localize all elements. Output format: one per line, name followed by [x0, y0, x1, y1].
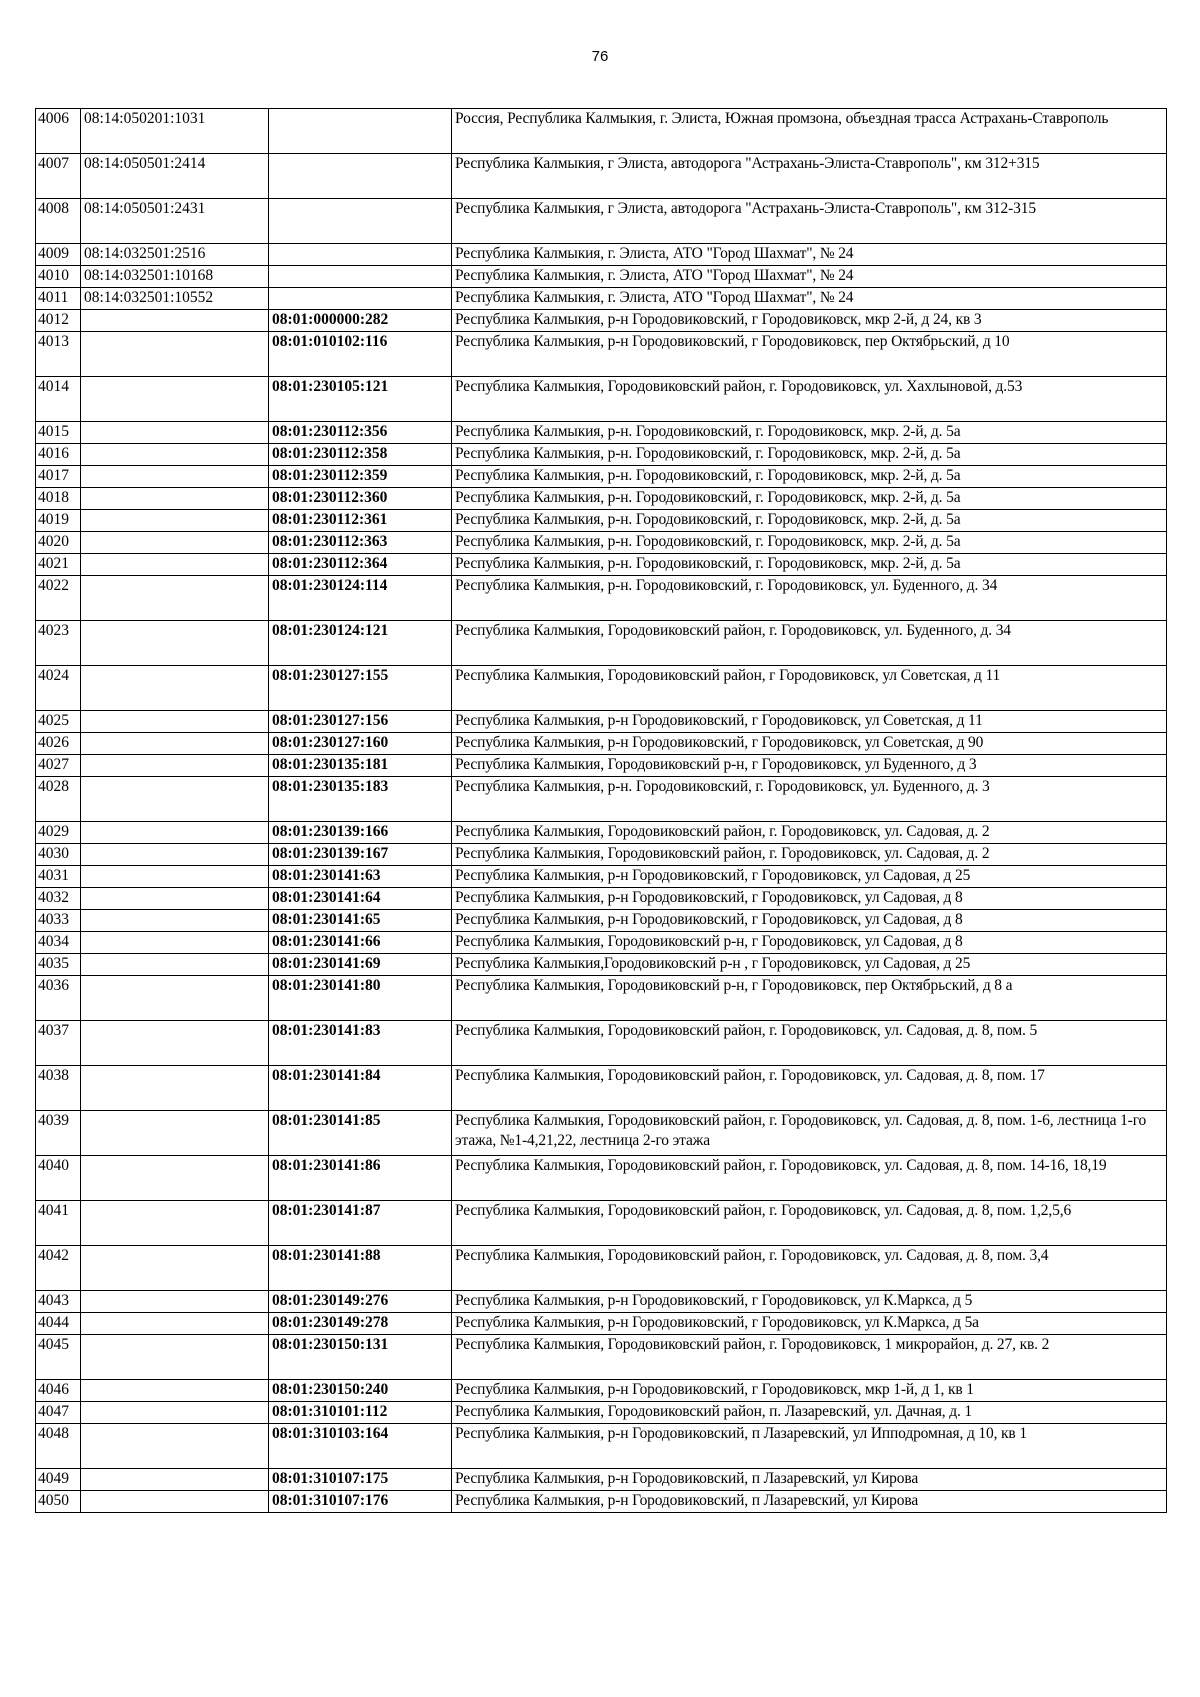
cadastral-number-cell: 08:01:230141:85: [269, 1111, 452, 1156]
address-cell: Республика Калмыкия, р-н Городовиковский, г Городовиковск, ул Советская, д 90: [452, 733, 1167, 755]
old-cadastral-number-cell: [81, 711, 269, 733]
cadastral-table: [35, 108, 1167, 1513]
row-number-cell: 4028: [36, 777, 81, 822]
cadastral-number-cell: 08:01:230141:65: [269, 910, 452, 932]
old-cadastral-number-cell: [81, 910, 269, 932]
cadastral-number-cell: 08:01:230141:63: [269, 866, 452, 888]
table-row: [36, 199, 1167, 244]
old-cadastral-number-cell: [81, 621, 269, 666]
row-number-cell: 4024: [36, 666, 81, 711]
old-cadastral-number-cell: [81, 1469, 269, 1491]
cadastral-number-cell: 08:01:230124:121: [269, 621, 452, 666]
address-cell: Республика Калмыкия, р-н Городовиковский, г Городовиковск, мкр 1-й, д 1, кв 1: [452, 1380, 1167, 1402]
address-cell: Республика Калмыкия, р-н Городовиковский, г Городовиковск, ул К.Маркса, д 5: [452, 1291, 1167, 1313]
cadastral-number-cell: [269, 154, 452, 199]
row-number-cell: 4020: [36, 532, 81, 554]
row-number-cell: 4008: [36, 199, 81, 244]
address-cell: Республика Калмыкия, Городовиковский район, г. Городовиковск, ул. Садовая, д. 8, пом. 14-16, 18,19: [452, 1156, 1167, 1201]
old-cadastral-number-cell: [81, 310, 269, 332]
cadastral-number-cell: 08:01:230141:87: [269, 1201, 452, 1246]
table-row: [36, 866, 1167, 888]
table-row: [36, 154, 1167, 199]
cadastral-number-cell: 08:01:230112:359: [269, 466, 452, 488]
row-number-cell: 4037: [36, 1021, 81, 1066]
cadastral-number-cell: 08:01:310107:176: [269, 1491, 452, 1513]
row-number-cell: 4044: [36, 1313, 81, 1335]
address-cell: Республика Калмыкия, р-н Городовиковский, г Городовиковск, ул К.Маркса, д 5а: [452, 1313, 1167, 1335]
cadastral-number-cell: 08:01:230141:64: [269, 888, 452, 910]
address-cell: Республика Калмыкия, Городовиковский р-н, г Городовиковск, ул Буденного, д 3: [452, 755, 1167, 777]
cadastral-number-cell: 08:01:230112:358: [269, 444, 452, 466]
cadastral-number-cell: [269, 266, 452, 288]
row-number-cell: 4035: [36, 954, 81, 976]
table-row: [36, 422, 1167, 444]
cadastral-number-cell: 08:01:230150:240: [269, 1380, 452, 1402]
old-cadastral-number-cell: 08:14:050501:2431: [81, 199, 269, 244]
old-cadastral-number-cell: [81, 488, 269, 510]
cadastral-number-cell: 08:01:230112:356: [269, 422, 452, 444]
table-row: [36, 822, 1167, 844]
cadastral-number-cell: 08:01:230112:361: [269, 510, 452, 532]
table-row: [36, 1380, 1167, 1402]
table-row: [36, 1291, 1167, 1313]
address-cell: Республика Калмыкия, р-н. Городовиковский, г. Городовиковск, мкр. 2-й, д. 5а: [452, 422, 1167, 444]
address-cell: Республика Калмыкия, Городовиковский район, г. Городовиковск, ул. Садовая, д. 8, пом. 17: [452, 1066, 1167, 1111]
table-row: [36, 510, 1167, 532]
row-number-cell: 4036: [36, 976, 81, 1021]
row-number-cell: 4050: [36, 1491, 81, 1513]
table-row: [36, 1335, 1167, 1380]
row-number-cell: 4029: [36, 822, 81, 844]
cadastral-number-cell: 08:01:230139:167: [269, 844, 452, 866]
row-number-cell: 4025: [36, 711, 81, 733]
old-cadastral-number-cell: [81, 1111, 269, 1156]
old-cadastral-number-cell: [81, 1246, 269, 1291]
cadastral-number-cell: 08:01:230127:160: [269, 733, 452, 755]
row-number-cell: 4027: [36, 755, 81, 777]
cadastral-number-cell: 08:01:230112:364: [269, 554, 452, 576]
table-row: [36, 1424, 1167, 1469]
table-row: [36, 532, 1167, 554]
old-cadastral-number-cell: 08:14:032501:2516: [81, 244, 269, 266]
address-cell: Республика Калмыкия, Городовиковский район, г. Городовиковск, ул. Садовая, д. 8, пом. 3,4: [452, 1246, 1167, 1291]
old-cadastral-number-cell: 08:14:050501:2414: [81, 154, 269, 199]
old-cadastral-number-cell: [81, 1380, 269, 1402]
table-row: [36, 1491, 1167, 1513]
row-number-cell: 4046: [36, 1380, 81, 1402]
page-number: 76: [591, 48, 609, 65]
old-cadastral-number-cell: [81, 954, 269, 976]
row-number-cell: 4023: [36, 621, 81, 666]
table-row: [36, 1246, 1167, 1291]
address-cell: Республика Калмыкия, р-н Городовиковский, п Лазаревский, ул Кирова: [452, 1491, 1167, 1513]
row-number-cell: 4026: [36, 733, 81, 755]
cadastral-number-cell: [269, 288, 452, 310]
old-cadastral-number-cell: [81, 1291, 269, 1313]
address-cell: Республика Калмыкия, р-н. Городовиковский, г. Городовиковск, мкр. 2-й, д. 5а: [452, 466, 1167, 488]
row-number-cell: 4031: [36, 866, 81, 888]
old-cadastral-number-cell: [81, 844, 269, 866]
table-row: [36, 266, 1167, 288]
old-cadastral-number-cell: [81, 1313, 269, 1335]
row-number-cell: 4006: [36, 109, 81, 154]
old-cadastral-number-cell: [81, 554, 269, 576]
cadastral-number-cell: [269, 109, 452, 154]
cadastral-number-cell: 08:01:010102:116: [269, 332, 452, 377]
table-row: [36, 976, 1167, 1021]
cadastral-number-cell: 08:01:230141:69: [269, 954, 452, 976]
cadastral-number-cell: 08:01:230141:83: [269, 1021, 452, 1066]
cadastral-number-cell: 08:01:230149:278: [269, 1313, 452, 1335]
row-number-cell: 4018: [36, 488, 81, 510]
table-row: [36, 910, 1167, 932]
old-cadastral-number-cell: 08:14:032501:10552: [81, 288, 269, 310]
address-cell: Республика Калмыкия, р-н Городовиковский, п Лазаревский, ул Кирова: [452, 1469, 1167, 1491]
old-cadastral-number-cell: [81, 1156, 269, 1201]
row-number-cell: 4038: [36, 1066, 81, 1111]
old-cadastral-number-cell: [81, 888, 269, 910]
row-number-cell: 4040: [36, 1156, 81, 1201]
old-cadastral-number-cell: [81, 1402, 269, 1424]
cadastral-number-cell: 08:01:230141:66: [269, 932, 452, 954]
old-cadastral-number-cell: [81, 822, 269, 844]
old-cadastral-number-cell: [81, 976, 269, 1021]
address-cell: Республика Калмыкия, р-н Городовиковский, г Городовиковск, мкр 2-й, д 24, кв 3: [452, 310, 1167, 332]
table-row: [36, 1066, 1167, 1111]
table-row: [36, 711, 1167, 733]
old-cadastral-number-cell: [81, 733, 269, 755]
address-cell: Республика Калмыкия, Городовиковский район, г. Городовиковск, ул. Буденного, д. 34: [452, 621, 1167, 666]
address-cell: Республика Калмыкия, Городовиковский район, г. Городовиковск, 1 микрорайон, д. 27, кв. 2: [452, 1335, 1167, 1380]
address-cell: Республика Калмыкия, р-н Городовиковский, г Городовиковск, ул Садовая, д 8: [452, 910, 1167, 932]
row-number-cell: 4041: [36, 1201, 81, 1246]
cadastral-number-cell: 08:01:000000:282: [269, 310, 452, 332]
old-cadastral-number-cell: [81, 576, 269, 621]
address-cell: Республика Калмыкия, г Элиста, автодорога "Астрахань-Элиста-Ставрополь", км 312-315: [452, 199, 1167, 244]
address-cell: Республика Калмыкия, Городовиковский район, г. Городовиковск, ул. Садовая, д. 8, пом. 1-6, лестница 1-го этажа, №1-4,21,22, лестница 2-го этажа: [452, 1111, 1167, 1156]
address-cell: Республика Калмыкия, р-н. Городовиковский, г. Городовиковск, мкр. 2-й, д. 5а: [452, 444, 1167, 466]
cadastral-number-cell: 08:01:230139:166: [269, 822, 452, 844]
row-number-cell: 4011: [36, 288, 81, 310]
cadastral-number-cell: 08:01:230124:114: [269, 576, 452, 621]
address-cell: Республика Калмыкия, р-н. Городовиковский, г. Городовиковск, мкр. 2-й, д. 5а: [452, 554, 1167, 576]
row-number-cell: 4017: [36, 466, 81, 488]
address-cell: Республика Калмыкия, Городовиковский район, г. Городовиковск, ул. Садовая, д. 2: [452, 822, 1167, 844]
table-row: [36, 1201, 1167, 1246]
table-row: [36, 488, 1167, 510]
old-cadastral-number-cell: [81, 1066, 269, 1111]
address-cell: Россия, Республика Калмыкия, г. Элиста, Южная промзона, объездная трасса Астрахань-Ставрополь: [452, 109, 1167, 154]
address-cell: Республика Калмыкия, Городовиковский район, г. Городовиковск, ул. Садовая, д. 2: [452, 844, 1167, 866]
table-row: [36, 733, 1167, 755]
cadastral-number-cell: 08:01:230150:131: [269, 1335, 452, 1380]
address-cell: Республика Калмыкия, р-н Городовиковский, г Городовиковск, пер Октябрьский, д 10: [452, 332, 1167, 377]
old-cadastral-number-cell: [81, 1424, 269, 1469]
cadastral-number-cell: 08:01:230149:276: [269, 1291, 452, 1313]
row-number-cell: 4045: [36, 1335, 81, 1380]
old-cadastral-number-cell: [81, 777, 269, 822]
table-row: [36, 1313, 1167, 1335]
row-number-cell: 4014: [36, 377, 81, 422]
address-cell: Республика Калмыкия, р-н. Городовиковский, г. Городовиковск, ул. Буденного, д. 3: [452, 777, 1167, 822]
table-row: [36, 932, 1167, 954]
cadastral-number-cell: 08:01:230105:121: [269, 377, 452, 422]
address-cell: Республика Калмыкия, г. Элиста, АТО "Город Шахмат", № 24: [452, 266, 1167, 288]
address-cell: Республика Калмыкия, р-н. Городовиковский, г. Городовиковск, мкр. 2-й, д. 5а: [452, 532, 1167, 554]
address-cell: Республика Калмыкия, Городовиковский район, г. Городовиковск, ул. Хахлыновой, д.53: [452, 377, 1167, 422]
old-cadastral-number-cell: [81, 444, 269, 466]
cadastral-number-cell: 08:01:230112:363: [269, 532, 452, 554]
address-cell: Республика Калмыкия, р-н. Городовиковский, г. Городовиковск, мкр. 2-й, д. 5а: [452, 510, 1167, 532]
row-number-cell: 4012: [36, 310, 81, 332]
address-cell: Республика Калмыкия, Городовиковский район, г Городовиковск, ул Советская, д 11: [452, 666, 1167, 711]
old-cadastral-number-cell: 08:14:032501:10168: [81, 266, 269, 288]
old-cadastral-number-cell: [81, 377, 269, 422]
table-row: [36, 466, 1167, 488]
old-cadastral-number-cell: [81, 1335, 269, 1380]
table-row: [36, 755, 1167, 777]
cadastral-number-cell: 08:01:230112:360: [269, 488, 452, 510]
cadastral-number-cell: 08:01:230135:181: [269, 755, 452, 777]
address-cell: Республика Калмыкия, Городовиковский район, п. Лазаревский, ул. Дачная, д. 1: [452, 1402, 1167, 1424]
old-cadastral-number-cell: [81, 1491, 269, 1513]
table-row: [36, 888, 1167, 910]
row-number-cell: 4022: [36, 576, 81, 621]
table-row: [36, 310, 1167, 332]
old-cadastral-number-cell: [81, 666, 269, 711]
old-cadastral-number-cell: [81, 1201, 269, 1246]
old-cadastral-number-cell: [81, 332, 269, 377]
row-number-cell: 4048: [36, 1424, 81, 1469]
table-row: [36, 332, 1167, 377]
cadastral-number-cell: 08:01:230127:156: [269, 711, 452, 733]
address-cell: Республика Калмыкия, р-н. Городовиковский, г. Городовиковск, мкр. 2-й, д. 5а: [452, 488, 1167, 510]
row-number-cell: 4039: [36, 1111, 81, 1156]
cadastral-number-cell: 08:01:230141:86: [269, 1156, 452, 1201]
cadastral-number-cell: 08:01:310107:175: [269, 1469, 452, 1491]
address-cell: Республика Калмыкия, Городовиковский р-н, г Городовиковск, пер Октябрьский, д 8 а: [452, 976, 1167, 1021]
address-cell: Республика Калмыкия, р-н Городовиковский, г Городовиковск, ул Садовая, д 8: [452, 888, 1167, 910]
table-row: [36, 377, 1167, 422]
cadastral-number-cell: 08:01:310101:112: [269, 1402, 452, 1424]
old-cadastral-number-cell: [81, 866, 269, 888]
row-number-cell: 4013: [36, 332, 81, 377]
address-cell: Республика Калмыкия, г. Элиста, АТО "Город Шахмат", № 24: [452, 244, 1167, 266]
row-number-cell: 4015: [36, 422, 81, 444]
table-row: [36, 554, 1167, 576]
cadastral-table-body: [36, 109, 1167, 1513]
old-cadastral-number-cell: [81, 1021, 269, 1066]
row-number-cell: 4042: [36, 1246, 81, 1291]
cadastral-number-cell: 08:01:230127:155: [269, 666, 452, 711]
table-row: [36, 1156, 1167, 1201]
address-cell: Республика Калмыкия, Городовиковский р-н, г Городовиковск, ул Садовая, д 8: [452, 932, 1167, 954]
address-cell: Республика Калмыкия, Городовиковский район, г. Городовиковск, ул. Садовая, д. 8, пом. 5: [452, 1021, 1167, 1066]
address-cell: Республика Калмыкия, г Элиста, автодорога "Астрахань-Элиста-Ставрополь", км 312+315: [452, 154, 1167, 199]
row-number-cell: 4030: [36, 844, 81, 866]
table-row: [36, 844, 1167, 866]
cadastral-number-cell: [269, 199, 452, 244]
old-cadastral-number-cell: [81, 466, 269, 488]
row-number-cell: 4034: [36, 932, 81, 954]
row-number-cell: 4010: [36, 266, 81, 288]
address-cell: Республика Калмыкия, р-н Городовиковский, п Лазаревский, ул Ипподромная, д 10, кв 1: [452, 1424, 1167, 1469]
cadastral-number-cell: 08:01:230141:80: [269, 976, 452, 1021]
table-row: [36, 1402, 1167, 1424]
table-row: [36, 244, 1167, 266]
row-number-cell: 4021: [36, 554, 81, 576]
table-row: [36, 576, 1167, 621]
old-cadastral-number-cell: [81, 510, 269, 532]
row-number-cell: 4009: [36, 244, 81, 266]
table-row: [36, 288, 1167, 310]
table-row: [36, 1111, 1167, 1156]
table-row: [36, 1469, 1167, 1491]
cadastral-number-cell: [269, 244, 452, 266]
row-number-cell: 4047: [36, 1402, 81, 1424]
row-number-cell: 4019: [36, 510, 81, 532]
table-row: [36, 1021, 1167, 1066]
old-cadastral-number-cell: [81, 532, 269, 554]
table-row: [36, 954, 1167, 976]
cadastral-number-cell: 08:01:230135:183: [269, 777, 452, 822]
table-row: [36, 109, 1167, 154]
table-row: [36, 666, 1167, 711]
row-number-cell: 4049: [36, 1469, 81, 1491]
table-row: [36, 444, 1167, 466]
address-cell: Республика Калмыкия, Городовиковский район, г. Городовиковск, ул. Садовая, д. 8, пом. 1,2,5,6: [452, 1201, 1167, 1246]
old-cadastral-number-cell: [81, 422, 269, 444]
table-row: [36, 777, 1167, 822]
cadastral-number-cell: 08:01:230141:84: [269, 1066, 452, 1111]
address-cell: Республика Калмыкия,Городовиковский р-н , г Городовиковск, ул Садовая, д 25: [452, 954, 1167, 976]
old-cadastral-number-cell: [81, 932, 269, 954]
address-cell: Республика Калмыкия, г. Элиста, АТО "Город Шахмат", № 24: [452, 288, 1167, 310]
row-number-cell: 4032: [36, 888, 81, 910]
old-cadastral-number-cell: 08:14:050201:1031: [81, 109, 269, 154]
cadastral-number-cell: 08:01:230141:88: [269, 1246, 452, 1291]
address-cell: Республика Калмыкия, р-н Городовиковский, г Городовиковск, ул Садовая, д 25: [452, 866, 1167, 888]
row-number-cell: 4016: [36, 444, 81, 466]
address-cell: Республика Калмыкия, р-н. Городовиковский, г. Городовиковск, ул. Буденного, д. 34: [452, 576, 1167, 621]
address-cell: Республика Калмыкия, р-н Городовиковский, г Городовиковск, ул Советская, д 11: [452, 711, 1167, 733]
table-row: [36, 621, 1167, 666]
row-number-cell: 4033: [36, 910, 81, 932]
row-number-cell: 4043: [36, 1291, 81, 1313]
old-cadastral-number-cell: [81, 755, 269, 777]
cadastral-number-cell: 08:01:310103:164: [269, 1424, 452, 1469]
row-number-cell: 4007: [36, 154, 81, 199]
